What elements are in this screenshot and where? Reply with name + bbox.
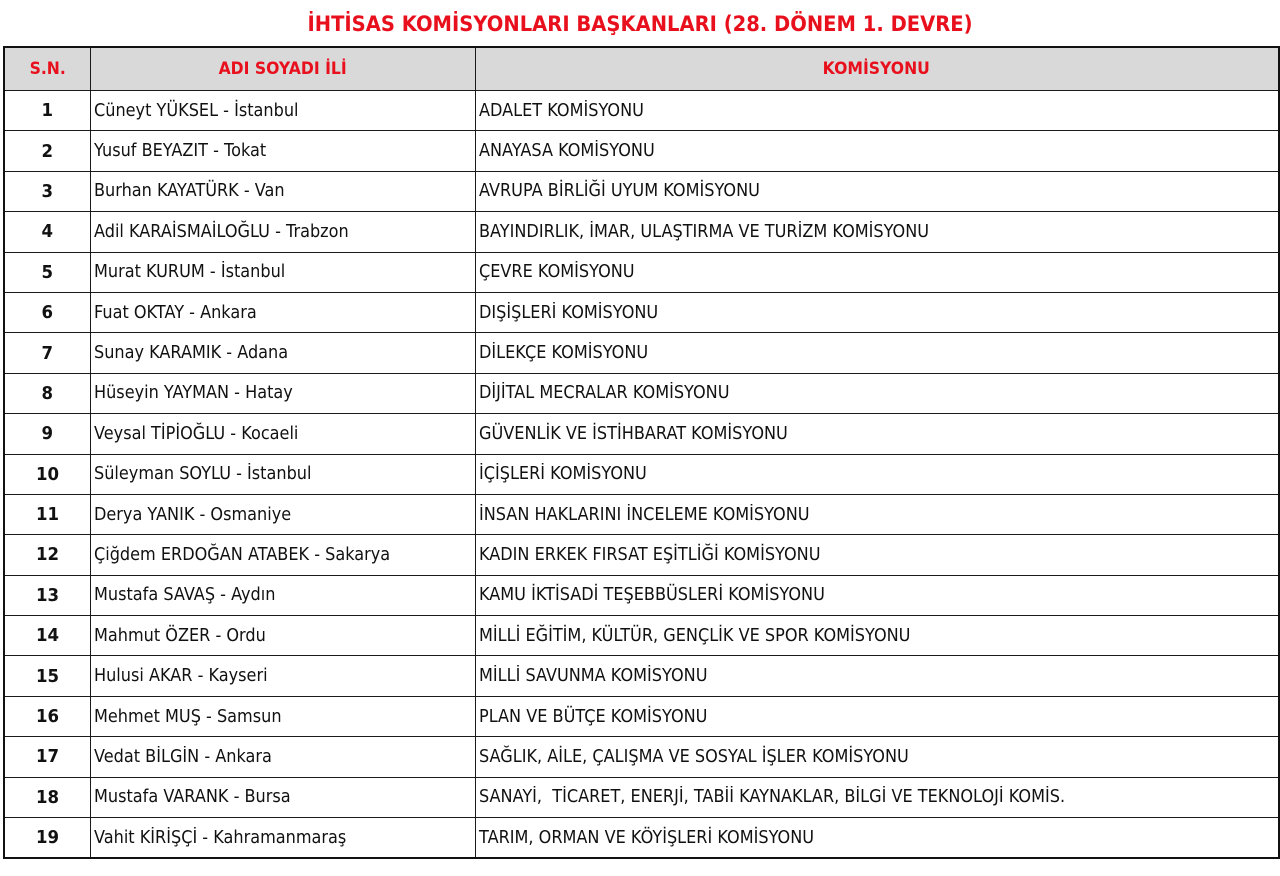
commission-name (475, 616, 1279, 656)
chair-name-province (90, 171, 475, 211)
commission-name-text: AVRUPA BİRLİĞİ UYUM KOMİSYONU (478, 181, 760, 202)
row-number-text: 15 (35, 665, 59, 687)
commission-name (475, 656, 1279, 696)
row-number-text: 1 (41, 100, 54, 122)
row-number-text: 13 (35, 584, 59, 606)
row-number (4, 818, 90, 859)
chair-name-province (90, 131, 475, 171)
commission-name-text: DİLEKÇE KOMİSYONU (478, 343, 648, 364)
commission-name-text: ÇEVRE KOMİSYONU (478, 262, 635, 283)
commission-name-text: TARIM, ORMAN VE KÖYİŞLERİ KOMİSYONU (478, 827, 814, 848)
row-number (4, 212, 90, 252)
table-row (4, 575, 1279, 615)
commission-name (475, 737, 1279, 777)
chair-name-text: Yusuf BEYAZIT - Tokat (93, 141, 266, 162)
row-number-text: 4 (41, 221, 54, 243)
commission-name (475, 292, 1279, 332)
row-number-text: 3 (41, 180, 54, 202)
row-number (4, 373, 90, 413)
commission-name-text: GÜVENLİK VE İSTİHBARAT KOMİSYONU (478, 423, 788, 444)
chair-name-province (90, 212, 475, 252)
chair-name-province (90, 696, 475, 736)
chair-name-text: Vahit KİRİŞÇİ - Kahramanmaraş (93, 827, 346, 848)
table-row (4, 131, 1279, 171)
commission-name (475, 91, 1279, 131)
row-number (4, 131, 90, 171)
chair-name-text: Derya YANIK - Osmaniye (93, 504, 291, 525)
commission-name-text: SAĞLIK, AİLE, ÇALIŞMA VE SOSYAL İŞLER KOMİSYONU (478, 746, 909, 767)
row-number-text: 18 (35, 786, 59, 808)
chair-name-text: Mustafa SAVAŞ - Aydın (93, 585, 275, 606)
commission-name (475, 454, 1279, 494)
chair-name-province (90, 535, 475, 575)
table-header-row (4, 47, 1279, 91)
commission-name-text: KAMU İKTİSADİ TEŞEBBÜSLERİ KOMİSYONU (478, 585, 825, 606)
row-number (4, 535, 90, 575)
row-number (4, 737, 90, 777)
chair-name-text: Burhan KAYATÜRK - Van (93, 181, 285, 202)
commission-name (475, 171, 1279, 211)
commission-name (475, 535, 1279, 575)
chair-name-province (90, 373, 475, 413)
row-number-text: 17 (35, 746, 59, 768)
table-row (4, 656, 1279, 696)
table-row (4, 737, 1279, 777)
table-row (4, 414, 1279, 454)
commission-name (475, 252, 1279, 292)
chair-name-province (90, 818, 475, 859)
table-row (4, 333, 1279, 373)
page-title: İHTİSAS KOMİSYONLARI BAŞKANLARI (28. DÖNEM 1. DEVRE) (307, 12, 973, 36)
column-header-sn (4, 47, 90, 91)
chair-name-province (90, 616, 475, 656)
commission-name (475, 494, 1279, 534)
row-number-text: 5 (41, 261, 54, 283)
table-row (4, 373, 1279, 413)
column-header-commission (475, 47, 1279, 91)
row-number-text: 9 (41, 423, 54, 445)
commission-name-text: ANAYASA KOMİSYONU (478, 141, 655, 162)
chair-name-province (90, 656, 475, 696)
table-row (4, 212, 1279, 252)
chair-name-province (90, 292, 475, 332)
chair-name-text: Çiğdem ERDOĞAN ATABEK - Sakarya (93, 544, 390, 565)
row-number (4, 494, 90, 534)
commission-name-text: SANAYİ, TİCARET, ENERJİ, TABİİ KAYNAKLAR, BİLGİ VE TEKNOLOJİ KOMİS. (478, 787, 1065, 808)
row-number-text: 11 (35, 504, 59, 526)
table-row (4, 292, 1279, 332)
chair-name-text: Hüseyin YAYMAN - Hatay (93, 383, 293, 404)
chair-name-province (90, 575, 475, 615)
row-number (4, 656, 90, 696)
table-row (4, 454, 1279, 494)
row-number (4, 252, 90, 292)
row-number (4, 777, 90, 817)
table-row (4, 171, 1279, 211)
table-row (4, 777, 1279, 817)
row-number-text: 8 (41, 382, 54, 404)
commission-name-text: BAYINDIRLIK, İMAR, ULAŞTIRMA VE TURİZM KOMİSYONU (478, 221, 929, 242)
commission-name (475, 818, 1279, 859)
table-row (4, 616, 1279, 656)
commission-chairs-table (3, 46, 1280, 859)
commission-name-text: MİLLİ SAVUNMA KOMİSYONU (478, 666, 707, 687)
commission-name-text: DİJİTAL MECRALAR KOMİSYONU (478, 383, 730, 404)
commission-name-text: İÇİŞLERİ KOMİSYONU (478, 464, 647, 485)
row-number (4, 696, 90, 736)
column-header-commission-label: KOMİSYONU (823, 59, 931, 79)
chair-name-text: Mustafa VARANK - Bursa (93, 787, 291, 808)
row-number-text: 2 (41, 140, 54, 162)
table-row (4, 252, 1279, 292)
row-number (4, 575, 90, 615)
chair-name-province (90, 737, 475, 777)
column-header-sn-label: S.N. (29, 59, 66, 79)
chair-name-province (90, 777, 475, 817)
chair-name-province (90, 91, 475, 131)
chair-name-province (90, 414, 475, 454)
chair-name-text: Vedat BİLGİN - Ankara (93, 746, 272, 767)
commission-name-text: KADIN ERKEK FIRSAT EŞİTLİĞİ KOMİSYONU (478, 544, 820, 565)
chair-name-text: Fuat OKTAY - Ankara (93, 302, 257, 323)
column-header-name (90, 47, 475, 91)
row-number-text: 19 (35, 827, 59, 849)
column-header-name-label: ADI SOYADI İLİ (218, 59, 347, 79)
row-number-text: 7 (41, 342, 54, 364)
commission-name (475, 575, 1279, 615)
commission-name (475, 777, 1279, 817)
table-row (4, 91, 1279, 131)
commission-name (475, 414, 1279, 454)
table-row (4, 696, 1279, 736)
chair-name-province (90, 333, 475, 373)
chair-name-text: Cüneyt YÜKSEL - İstanbul (93, 100, 299, 121)
row-number (4, 616, 90, 656)
row-number (4, 91, 90, 131)
chair-name-text: Adil KARAİSMAİLOĞLU - Trabzon (93, 221, 349, 242)
commission-name (475, 696, 1279, 736)
commission-name (475, 373, 1279, 413)
row-number (4, 292, 90, 332)
chair-name-text: Hulusi AKAR - Kayseri (93, 666, 268, 687)
chair-name-text: Sunay KARAMIK - Adana (93, 343, 288, 364)
row-number-text: 16 (35, 706, 59, 728)
commission-name-text: İNSAN HAKLARINI İNCELEME KOMİSYONU (478, 504, 810, 525)
chair-name-text: Murat KURUM - İstanbul (93, 262, 285, 283)
commission-name-text: ADALET KOMİSYONU (478, 100, 644, 121)
table-row (4, 535, 1279, 575)
chair-name-province (90, 494, 475, 534)
commission-name-text: DIŞİŞLERİ KOMİSYONU (478, 302, 658, 323)
commission-name (475, 131, 1279, 171)
chair-name-text: Veysal TİPİOĞLU - Kocaeli (93, 423, 298, 444)
table-row (4, 494, 1279, 534)
row-number-text: 10 (35, 463, 59, 485)
row-number-text: 12 (35, 544, 59, 566)
chair-name-text: Mehmet MUŞ - Samsun (93, 706, 282, 727)
row-number (4, 171, 90, 211)
chair-name-province (90, 454, 475, 494)
chair-name-text: Mahmut ÖZER - Ordu (93, 625, 266, 646)
row-number-text: 14 (35, 625, 59, 647)
chair-name-text: Süleyman SOYLU - İstanbul (93, 464, 311, 485)
row-number (4, 454, 90, 494)
commission-name (475, 333, 1279, 373)
chair-name-province (90, 252, 475, 292)
table-row (4, 818, 1279, 859)
row-number (4, 414, 90, 454)
commission-name-text: PLAN VE BÜTÇE KOMİSYONU (478, 706, 707, 727)
commission-name (475, 212, 1279, 252)
row-number (4, 333, 90, 373)
commission-name-text: MİLLİ EĞİTİM, KÜLTÜR, GENÇLİK VE SPOR KOMİSYONU (478, 625, 910, 646)
row-number-text: 6 (41, 302, 54, 324)
